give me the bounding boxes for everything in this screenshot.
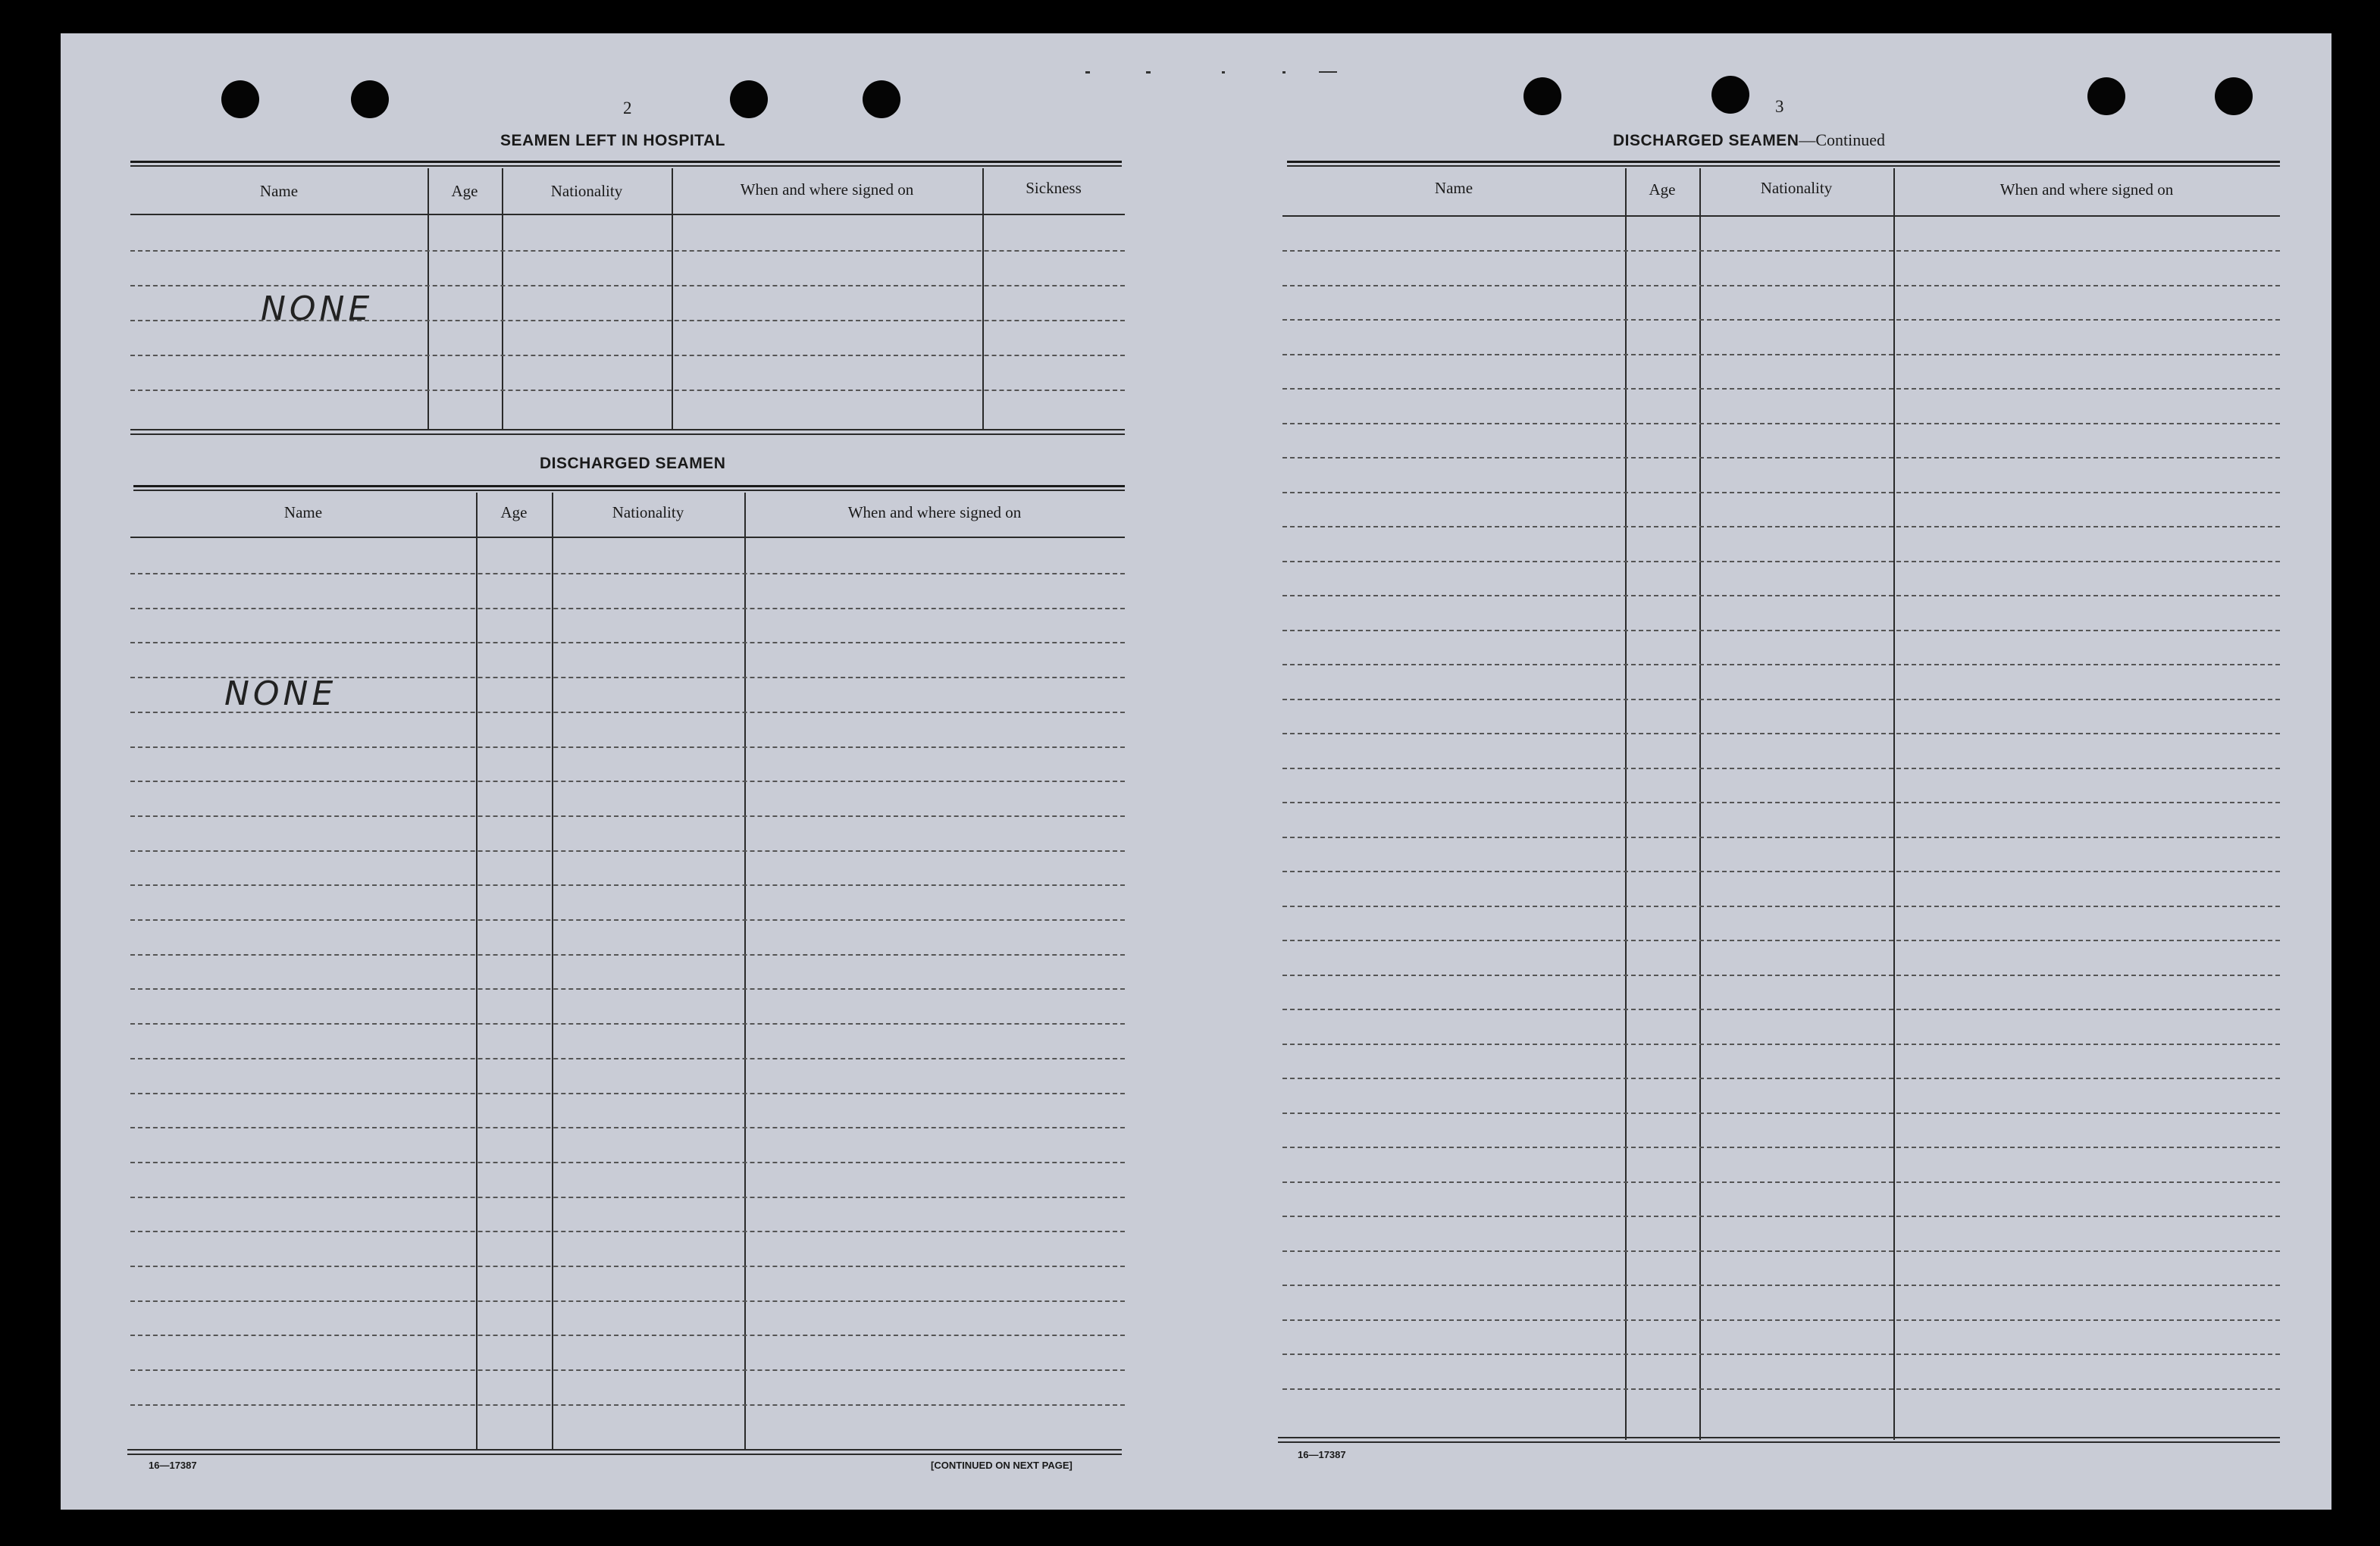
- row-line: [130, 1058, 1125, 1059]
- table-rule: [133, 490, 1125, 491]
- row-line: [1282, 664, 2280, 665]
- section-title-discharged: DISCHARGED SEAMEN: [540, 455, 726, 472]
- row-line: [130, 1266, 1125, 1267]
- column-header-sickness: Sickness: [1026, 179, 1082, 197]
- column-divider: [1625, 168, 1627, 1440]
- row-line: [1282, 1078, 2280, 1079]
- row-line: [130, 988, 1125, 990]
- row-line: [130, 1369, 1125, 1371]
- row-line: [1282, 250, 2280, 252]
- page-number: 3: [1775, 97, 1784, 116]
- table-bottom-rule: [127, 1449, 1122, 1451]
- table-bottom-rule: [1278, 1441, 2280, 1443]
- row-line: [130, 850, 1125, 852]
- row-line: [130, 746, 1125, 748]
- row-line: [1282, 837, 2280, 838]
- row-line: [130, 1300, 1125, 1302]
- row-line: [1282, 630, 2280, 631]
- row-line: [1282, 699, 2280, 700]
- column-divider: [1699, 168, 1701, 1440]
- row-line: [1282, 1147, 2280, 1148]
- row-line: [1282, 492, 2280, 493]
- row-line: [130, 1127, 1125, 1128]
- stray-mark: [1146, 71, 1151, 74]
- row-line: [130, 573, 1125, 574]
- row-line: [1282, 388, 2280, 390]
- table-rule: [130, 165, 1122, 167]
- handwritten-none: NONE: [261, 289, 374, 328]
- row-line: [130, 285, 1125, 286]
- row-line: [130, 919, 1125, 921]
- table-rule: [1287, 165, 2280, 167]
- column-header-signed-on: When and where signed on: [847, 503, 1022, 521]
- column-header-nationality: Nationality: [612, 503, 684, 521]
- column-header-signed-on: When and where signed on: [740, 180, 914, 199]
- row-line: [130, 781, 1125, 782]
- row-line: [1282, 733, 2280, 734]
- column-divider: [552, 493, 553, 1451]
- column-divider: [1893, 168, 1895, 1440]
- title-suffix: —Continued: [1799, 130, 1886, 149]
- column-header-signed-on: When and where signed on: [2000, 180, 2174, 199]
- row-line: [1282, 1388, 2280, 1390]
- row-line: [130, 608, 1125, 609]
- column-divider: [476, 493, 478, 1451]
- column-header-name: Name: [1434, 179, 1473, 197]
- column-divider: [744, 493, 746, 1451]
- column-header-name: Name: [283, 503, 323, 521]
- row-line: [1282, 1216, 2280, 1217]
- row-line: [1282, 526, 2280, 527]
- form-number: 16—17387: [149, 1460, 197, 1471]
- table-rule: [130, 161, 1122, 163]
- handwritten-none: NONE: [224, 674, 337, 713]
- row-line: [1282, 940, 2280, 941]
- row-line: [1282, 768, 2280, 769]
- document-sheet: [61, 33, 2331, 1510]
- left-page: [61, 33, 1137, 1510]
- page-number: 2: [623, 99, 632, 117]
- column-header-age: Age: [451, 182, 478, 200]
- row-line: [1282, 1044, 2280, 1045]
- row-line: [1282, 975, 2280, 976]
- row-line: [130, 1093, 1125, 1094]
- column-header-age: Age: [500, 503, 528, 521]
- column-header-age: Age: [1649, 180, 1676, 199]
- column-header-nationality: Nationality: [550, 182, 623, 200]
- row-line: [130, 250, 1125, 252]
- column-header-name: Name: [259, 182, 299, 200]
- row-line: [130, 1231, 1125, 1232]
- right-page: [1198, 33, 2331, 1510]
- table-header-rule: [130, 214, 1125, 215]
- table-rule: [133, 485, 1125, 487]
- row-line: [130, 1197, 1125, 1198]
- row-line: [1282, 561, 2280, 562]
- row-line: [1282, 1285, 2280, 1286]
- row-line: [130, 390, 1125, 391]
- row-line: [130, 815, 1125, 817]
- row-line: [130, 642, 1125, 643]
- row-line: [1282, 871, 2280, 872]
- table-bottom-rule: [1278, 1437, 2280, 1438]
- row-line: [1282, 802, 2280, 803]
- row-line: [1282, 1181, 2280, 1183]
- title-text: DISCHARGED SEAMEN: [1613, 132, 1799, 149]
- column-header-nationality: Nationality: [1760, 179, 1833, 197]
- row-line: [130, 1335, 1125, 1336]
- section-title-discharged-continued: [1613, 130, 1885, 150]
- row-line: [1282, 1009, 2280, 1010]
- row-line: [130, 1162, 1125, 1163]
- row-line: [130, 1023, 1125, 1025]
- row-line: [130, 1404, 1125, 1406]
- continued-note: [CONTINUED ON NEXT PAGE]: [931, 1460, 1073, 1471]
- row-line: [130, 954, 1125, 956]
- table-header-rule: [1282, 215, 2280, 217]
- row-line: [130, 884, 1125, 886]
- table-bottom-rule: [130, 429, 1125, 430]
- form-number: 16—17387: [1298, 1449, 1346, 1460]
- row-line: [1282, 1319, 2280, 1321]
- table-bottom-rule: [127, 1454, 1122, 1455]
- section-title-hospital: SEAMEN LEFT IN HOSPITAL: [500, 132, 725, 149]
- table-rule: [1287, 161, 2280, 163]
- row-line: [1282, 1113, 2280, 1114]
- table-header-rule: [130, 537, 1125, 538]
- row-line: [1282, 906, 2280, 907]
- row-line: [1282, 457, 2280, 458]
- row-line: [1282, 1354, 2280, 1355]
- table-bottom-rule: [130, 433, 1125, 435]
- row-line: [1282, 319, 2280, 321]
- row-line: [1282, 285, 2280, 286]
- row-line: [1282, 595, 2280, 596]
- row-line: [1282, 423, 2280, 424]
- row-line: [1282, 354, 2280, 355]
- row-line: [130, 355, 1125, 356]
- row-line: [1282, 1250, 2280, 1252]
